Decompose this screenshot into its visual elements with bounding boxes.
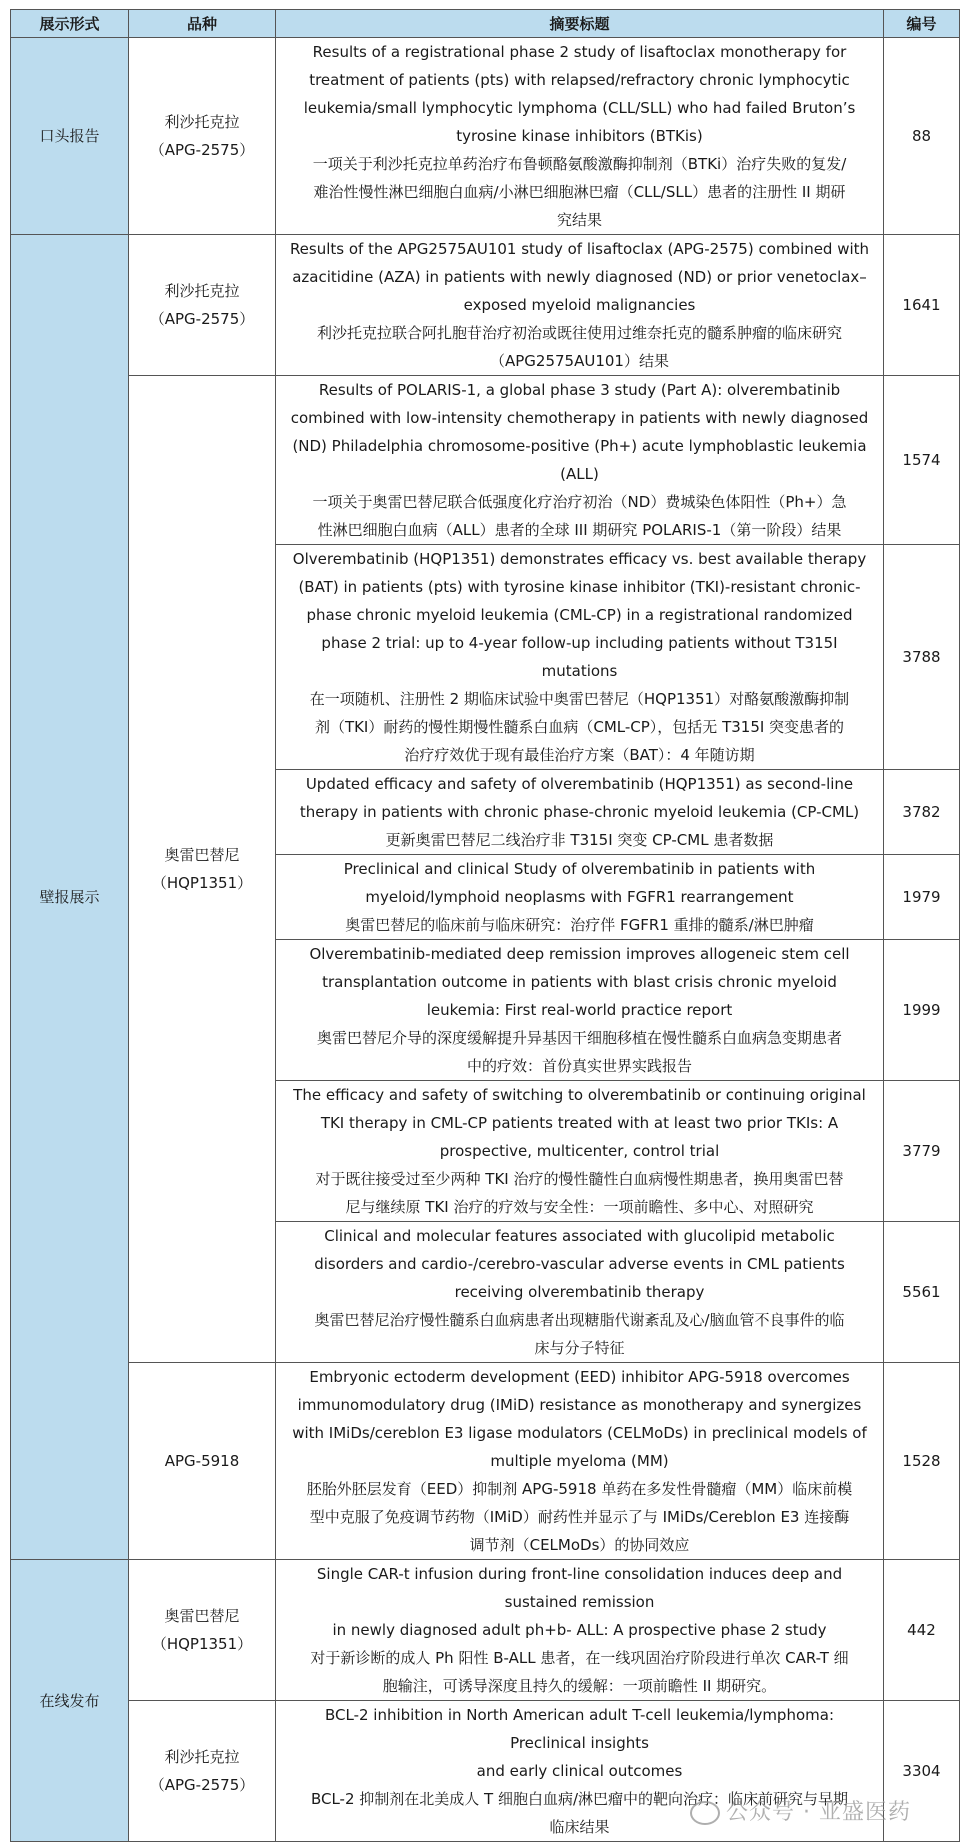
variety-name-line: 奥雷巴替尼 (164, 846, 240, 864)
abstract-table (10, 9, 960, 1842)
title-zh-line: 剂（TKI）耐药的慢性期慢性髓系白血病（CML-CP），包括无 T315I 突变患者的 (314, 718, 845, 736)
variety-name-line: 利沙托克拉 (164, 282, 240, 300)
watermark-text: 公众号 · 亚盛医药 (726, 1800, 911, 1825)
title-en-line: phase 2 trial: up to 4-year follow-up including patients without T315I (321, 634, 838, 652)
title-zh-line: 治疗疗效优于现有最佳治疗方案（BAT）：4 年随访期 (404, 746, 755, 764)
abstract-title-cell (276, 545, 884, 770)
abstract-title-cell (276, 1363, 884, 1560)
title-en-line: BCL-2 inhibition in North American adult T-cell leukemia/lymphoma: (324, 1706, 834, 1724)
title-en-line: azacitidine (AZA) in patients with newly diagnosed (ND) or prior venetoclax– (292, 268, 867, 286)
title-en-line: TKI therapy in CML-CP patients treated with at least two prior TKIs: A (320, 1114, 839, 1132)
abstract-number-cell: 3304 (884, 1701, 960, 1842)
title-en-line: transplantation outcome in patients with blast crisis chronic myeloid (322, 973, 837, 991)
title-en-line: Results of a registrational phase 2 study of lisaftoclax monotherapy for (312, 43, 847, 61)
table-body (11, 38, 960, 1842)
title-en-line: prospective, multicenter, control trial (439, 1142, 720, 1160)
title-zh-line: 性淋巴细胞白血病（ALL）患者的全球 III 期研究 POLARIS-1（第一阶段）结果 (317, 521, 842, 539)
title-en-line: therapy in patients with chronic phase-chronic myeloid leukemia (CP-CML) (299, 803, 860, 821)
title-en-line: and early clinical outcomes (476, 1762, 683, 1780)
title-zh-line: 奥雷巴替尼介导的深度缓解提升异基因干细胞移植在慢性髓系白血病急变期患者 (316, 1029, 842, 1047)
variety-name-line: APG-5918 (164, 1452, 240, 1470)
abstract-title-cell (276, 235, 884, 376)
variety-name-line: 利沙托克拉 (164, 113, 240, 131)
title-en-line: Clinical and molecular features associated with glucolipid metabolic (324, 1227, 835, 1245)
title-en-line: (BAT) in patients (pts) with tyrosine kinase inhibitor (TKI)-resistant chronic- (298, 578, 861, 596)
title-zh-line: 一项关于利沙托克拉单药治疗布鲁顿酪氨酸激酶抑制剂（BTKi）治疗失败的复发/ (312, 155, 847, 173)
title-zh-line: 对于新诊断的成人 Ph 阳性 B-ALL 患者，在一线巩固治疗阶段进行单次 CAR-T 细 (310, 1649, 849, 1667)
title-en-line: receiving olverembatinib therapy (454, 1283, 705, 1301)
title-zh-line: 究结果 (556, 211, 602, 229)
title-zh-line: 胞输注，可诱导深度且持久的缓解：一项前瞻性 II 期研究。 (382, 1677, 777, 1695)
header-title: 摘要标题 (276, 10, 884, 38)
abstract-number-cell: 1574 (884, 376, 960, 545)
header-number: 编号 (884, 10, 960, 38)
abstract-number-cell: 3788 (884, 545, 960, 770)
title-zh-line: 利沙托克拉联合阿扎胞苷治疗初治或既往使用过维奈托克的髓系肿瘤的临床研究 (316, 324, 842, 342)
variety-name-line: （APG-2575） (149, 1776, 255, 1794)
variety-name-line: （APG-2575） (149, 141, 255, 159)
abstract-number-cell: 3782 (884, 770, 960, 855)
header-variety: 品种 (129, 10, 276, 38)
abstract-title-cell (276, 376, 884, 545)
title-zh-line: BCL-2 抑制剂在北美成人 T 细胞白血病/淋巴瘤中的靶向治疗：临床前研究与早期 (310, 1790, 849, 1808)
header-row (11, 10, 960, 38)
title-en-line: exposed myeloid malignancies (463, 296, 696, 314)
title-en-line: leukemia: First real-world practice report (426, 1001, 733, 1019)
title-en-line: leukemia/small lymphocytic lymphoma (CLL/SLL) who had failed Bruton’s (303, 99, 856, 117)
title-zh-line: 中的疗效：首份真实世界实践报告 (466, 1057, 692, 1075)
title-zh-line: 床与分子特征 (534, 1339, 625, 1357)
title-zh-line: 尼与继续原 TKI 治疗的疗效与安全性：一项前瞻性、多中心、对照研究 (345, 1198, 814, 1216)
title-en-line: Olverembatinib (HQP1351) demonstrates efficacy vs. best available therapy (292, 550, 867, 568)
variety-name-line: （APG-2575） (149, 310, 255, 328)
table-row (11, 235, 960, 376)
title-en-line: combined with low-intensity chemotherapy in patients with newly diagnosed (290, 409, 869, 427)
watermark (690, 1795, 911, 1826)
table-row (11, 1560, 960, 1701)
title-en-line: disorders and cardio-/cerebro-vascular adverse events in CML patients (314, 1255, 845, 1273)
variety-cell (129, 376, 276, 1363)
variety-name-line: 奥雷巴替尼 (164, 1607, 240, 1625)
title-en-line: multiple myeloma (MM) (490, 1452, 669, 1470)
title-zh-line: 一项关于奥雷巴替尼联合低强度化疗治疗初治（ND）费城染色体阳性（Ph+）急 (312, 493, 847, 511)
abstract-number-cell: 1528 (884, 1363, 960, 1560)
abstract-title-cell (276, 1081, 884, 1222)
display-form-cell: 壁报展示 (11, 235, 129, 1560)
variety-cell (129, 1560, 276, 1701)
variety-cell (129, 1363, 276, 1560)
title-zh-line: 对于既往接受过至少两种 TKI 治疗的慢性髓性白血病慢性期患者，换用奥雷巴替 (315, 1170, 844, 1188)
abstract-title-cell (276, 940, 884, 1081)
abstract-title-cell (276, 855, 884, 940)
abstract-number-cell: 442 (884, 1560, 960, 1701)
title-en-line: Results of the APG2575AU101 study of lisaftoclax (APG-2575) combined with (289, 240, 870, 258)
title-zh-line: （APG2575AU101）结果 (490, 352, 669, 370)
title-zh-line: 奥雷巴替尼治疗慢性髓系白血病患者出现糖脂代谢紊乱及心/脑血管不良事件的临 (314, 1311, 845, 1329)
title-en-line: (ALL) (560, 465, 599, 483)
title-en-line: phase chronic myeloid leukemia (CML-CP) in a registrational randomized (306, 606, 853, 624)
title-en-line: The efficacy and safety of switching to olverembatinib or continuing original (293, 1086, 866, 1104)
table-row (11, 1363, 960, 1560)
title-zh-line: 更新奥雷巴替尼二线治疗非 T315I 突变 CP-CML 患者数据 (385, 831, 774, 849)
title-en-line: Preclinical and clinical Study of olverembatinib in patients with (343, 860, 816, 878)
title-en-line: sustained remission (504, 1593, 655, 1611)
abstract-number-cell: 1641 (884, 235, 960, 376)
title-zh-line: 型中克服了免疫调节药物（IMiD）耐药性并显示了与 IMiDs/Cereblon E3 连接酶 (309, 1508, 850, 1526)
variety-name-line: 利沙托克拉 (164, 1748, 240, 1766)
title-zh-line: 难治性慢性淋巴细胞白血病/小淋巴细胞淋巴瘤（CLL/SLL）患者的注册性 II 期研 (313, 183, 846, 201)
variety-name-line: （HQP1351） (151, 1635, 253, 1653)
abstract-title-cell (276, 38, 884, 235)
title-en-line: myeloid/lymphoid neoplasms with FGFR1 rearrangement (365, 888, 794, 906)
title-zh-line: 胚胎外胚层发育（EED）抑制剂 APG-5918 单药在多发性骨髓瘤（MM）临床前模 (306, 1480, 853, 1498)
variety-cell (129, 1701, 276, 1842)
table-row (11, 376, 960, 545)
abstract-number-cell: 1999 (884, 940, 960, 1081)
title-en-line: with IMiDs/cereblon E3 ligase modulators (CELMoDs) in preclinical models of (292, 1424, 867, 1442)
title-zh-line: 临床结果 (549, 1818, 610, 1836)
abstract-title-cell (276, 1222, 884, 1363)
display-form-cell: 口头报告 (11, 38, 129, 235)
header-form: 展示形式 (11, 10, 129, 38)
variety-cell (129, 235, 276, 376)
title-en-line: tyrosine kinase inhibitors (BTKis) (456, 127, 703, 145)
title-en-line: treatment of patients (pts) with relapsed/refractory chronic lymphocytic (309, 71, 850, 89)
abstract-title-cell (276, 770, 884, 855)
title-en-line: in newly diagnosed adult ph+b- ALL: A prospective phase 2 study (332, 1621, 827, 1639)
title-zh-line: 奥雷巴替尼的临床前与临床研究：治疗伴 FGFR1 重排的髓系/淋巴肿瘤 (345, 916, 814, 934)
table-row (11, 38, 960, 235)
title-en-line: mutations (541, 662, 618, 680)
variety-cell (129, 38, 276, 235)
title-en-line: Preclinical insights (510, 1734, 649, 1752)
title-en-line: Single CAR-t infusion during front-line consolidation induces deep and (316, 1565, 843, 1583)
title-en-line: Updated efficacy and safety of olverembatinib (HQP1351) as second-line (305, 775, 854, 793)
title-en-line: immunomodulatory drug (IMiD) resistance as monotherapy and synergizes (297, 1396, 862, 1414)
title-zh-line: 调节剂（CELMoDs）的协同效应 (469, 1536, 690, 1554)
abstract-number-cell: 1979 (884, 855, 960, 940)
abstract-number-cell: 88 (884, 38, 960, 235)
wechat-icon (690, 1801, 720, 1825)
variety-name-line: （HQP1351） (151, 874, 253, 892)
title-zh-line: 在一项随机、注册性 2 期临床试验中奥雷巴替尼（HQP1351）对酪氨酸激酶抑制 (309, 690, 850, 708)
abstract-number-cell: 5561 (884, 1222, 960, 1363)
title-en-line: Results of POLARIS-1, a global phase 3 study (Part A): olverembatinib (318, 381, 841, 399)
title-en-line: Olverembatinib-mediated deep remission improves allogeneic stem cell (309, 945, 850, 963)
title-en-line: Embryonic ectoderm development (EED) inhibitor APG-5918 overcomes (309, 1368, 850, 1386)
abstract-title-cell (276, 1560, 884, 1701)
display-form-cell: 在线发布 (11, 1560, 129, 1842)
abstract-number-cell: 3779 (884, 1081, 960, 1222)
title-en-line: (ND) Philadelphia chromosome-positive (Ph+) acute lymphoblastic leukemia (292, 437, 867, 455)
